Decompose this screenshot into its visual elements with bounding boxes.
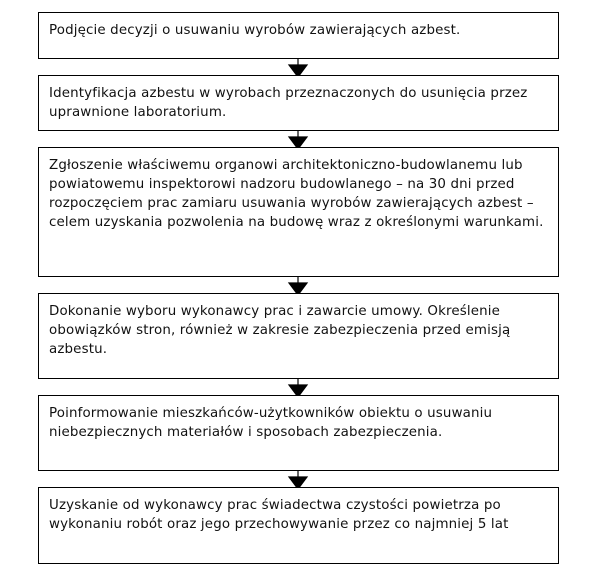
flow-step-text: Podjęcie decyzji o usuwaniu wyrobów zawierających azbest. (49, 23, 461, 38)
flow-step-text: Dokonanie wyboru wykonawcy prac i zawarcie umowy. Określenie obowiązków stron, również w zakresie zabezpieczenia przed emisją azbestu. (49, 304, 511, 357)
flow-step-inform-residents (38, 395, 559, 471)
flow-step-text: Uzyskanie od wykonawcy prac świadectwa czystości powietrza po wykonaniu robót oraz jego przechowywanie przez co najmniej 5 lat (49, 498, 509, 532)
flow-step-notification (38, 147, 559, 277)
flow-step-text: Poinformowanie mieszkańców-użytkowników obiektu o usuwaniu niebezpiecznych materiałów i sposobach zabezpieczenia. (49, 406, 493, 440)
flow-step-contractor (38, 293, 559, 379)
flow-step-text: Zgłoszenie właściwemu organowi architektoniczno-budowlanemu lub powiatowemu inspektorowi nadzoru budowlanego – na 30 dni przed rozpoczęciem prac zamiaru usuwania wyrobów zawierających azbest – celem uzyskania pozwolenia na budowę wraz z określonymi warunkami. (49, 158, 544, 230)
flow-step-decision (38, 12, 559, 59)
flow-step-identification (38, 75, 559, 131)
flow-step-air-certificate (38, 487, 559, 564)
flow-step-text: Identyfikacja azbestu w wyrobach przeznaczonych do usunięcia przez uprawnione laboratorium. (49, 86, 528, 120)
